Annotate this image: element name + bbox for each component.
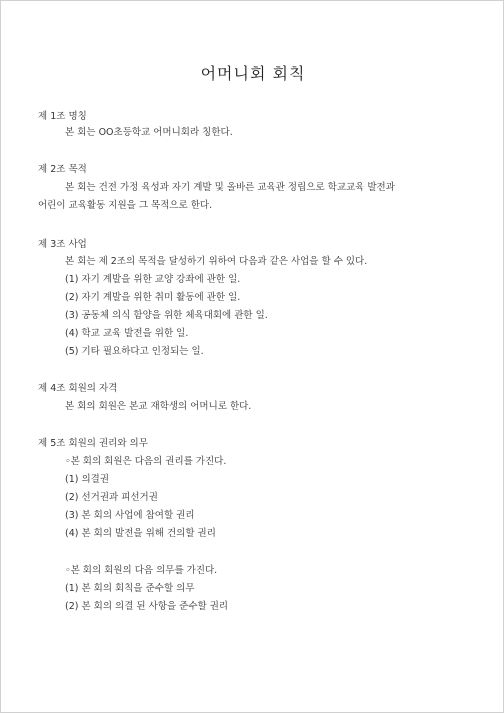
article-1-heading: 제 1조 명칭	[38, 111, 87, 122]
article-5-duty-2: (2) 본 회의 의결 된 사항을 준수할 권리	[65, 601, 229, 612]
article-3-item-2: (2) 자기 계발을 위한 취미 활동에 관한 일.	[65, 292, 241, 303]
article-5-heading: 제 5조 회원의 권리와 의무	[38, 438, 148, 449]
article-2-body-line-2: 어린이 교육활동 지원을 그 목적으로 한다.	[38, 200, 213, 211]
article-3-item-3: (3) 공동체 의식 함양을 위한 체육대회에 관한 일.	[65, 310, 268, 321]
article-5-right-3: (3) 본 회의 사업에 참여할 권리	[65, 510, 195, 521]
article-5-duty-1: (1) 본 회의 회칙을 준수할 의무	[65, 583, 195, 594]
article-3-body: 본 회는 제 2조의 목적을 달성하기 위하여 다음과 같은 사업을 할 수 있다.	[65, 256, 368, 267]
article-5-right-4: (4) 본 회의 발전을 위해 건의할 권리	[65, 528, 216, 539]
article-3-item-1: (1) 자기 계발을 위한 교양 강좌에 관한 일.	[65, 274, 241, 285]
article-4-heading: 제 4조 회원의 자격	[38, 383, 118, 394]
article-3-item-4: (4) 학교 교육 발전을 위한 일.	[65, 328, 189, 339]
article-1-body: 본 회는 OO초등학교 어머니회라 칭한다.	[65, 127, 233, 138]
article-3-item-5: (5) 기타 필요하다고 인정되는 일.	[65, 346, 204, 357]
article-5-duties-intro: ◦본 회의 회원의 다음 의무를 가진다.	[65, 565, 218, 576]
article-5-right-1: (1) 의결권	[65, 474, 110, 485]
article-2-heading: 제 2조 목적	[38, 164, 87, 175]
article-3-heading: 제 3조 사업	[38, 239, 87, 250]
article-2-body-line-1: 본 회는 건전 가정 육성과 자기 계발 및 올바른 교육관 정립으로 학교교육 발전과	[65, 182, 395, 193]
document-title: 어머니회 회칙	[200, 64, 306, 83]
article-5-rights-intro: ◦본 회의 회원은 다음의 권리를 가진다.	[65, 456, 227, 467]
article-5-right-2: (2) 선거권과 피선거권	[65, 492, 158, 503]
article-4-body: 본 회의 회원은 본교 재학생의 어머니로 한다.	[65, 401, 252, 412]
